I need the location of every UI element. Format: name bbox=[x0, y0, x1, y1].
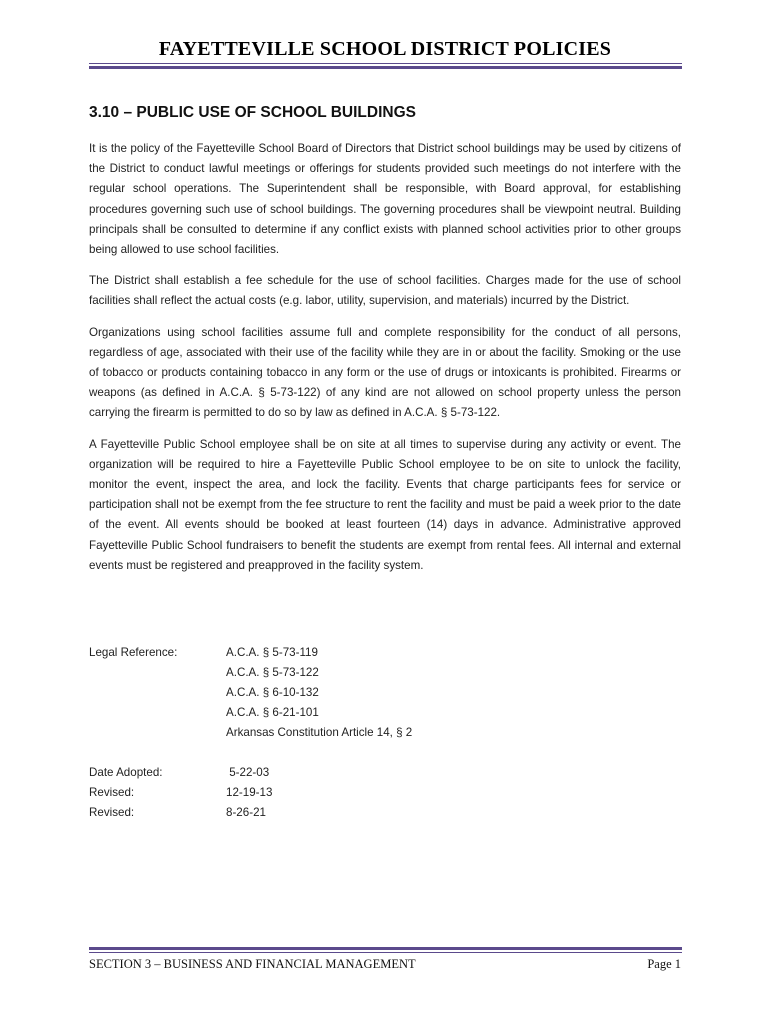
legal-reference-row bbox=[89, 703, 681, 723]
legal-reference-row bbox=[89, 643, 681, 663]
revised-label: Revised: bbox=[89, 786, 135, 799]
legal-reference-item: A.C.A. § 6-10-132 bbox=[226, 686, 319, 699]
header-rule bbox=[89, 63, 682, 69]
header-rule-thin bbox=[89, 63, 682, 64]
date-row bbox=[89, 803, 681, 823]
paragraph-4: A Fayetteville Public School employee shall be on site at all times to supervise during any activity or event. The organization will be required to hire a Fayetteville Public School employee to be on site to unlock the facility, monitor the event, inspect the area, and lock the facility. Events that charge participants fees for service or participation shall not be exempt from the fee structure to rent the facility and must be paid a week prior to the date of the event. All events should be booked at least fourteen (14) days in advance. Administrative approved Fayetteville Public School fundraisers to benefit the students are exempt from rental fees. All internal and external events must be registered and preapproved in the facility system. bbox=[89, 437, 681, 572]
legal-reference-item: A.C.A. § 5-73-122 bbox=[226, 666, 319, 679]
policy-body bbox=[89, 139, 681, 587]
date-row bbox=[89, 763, 681, 783]
legal-reference-row bbox=[89, 723, 681, 743]
legal-reference-label: Legal Reference: bbox=[89, 646, 178, 659]
section-heading: 3.10 – PUBLIC USE OF SCHOOL BUILDINGS bbox=[89, 104, 416, 121]
header-rule-thick bbox=[89, 66, 682, 69]
date-row bbox=[89, 783, 681, 803]
date-adopted-label: Date Adopted: bbox=[89, 766, 163, 779]
footer-section-title: SECTION 3 – BUSINESS AND FINANCIAL MANAGEMENT bbox=[89, 957, 416, 971]
footer-rule-thin bbox=[89, 952, 682, 953]
legal-reference-row bbox=[89, 683, 681, 703]
legal-reference-item: A.C.A. § 5-73-119 bbox=[226, 646, 318, 659]
dates-block bbox=[89, 763, 681, 823]
page-header-title: FAYETTEVILLE SCHOOL DISTRICT POLICIES bbox=[158, 38, 612, 60]
footer-page-number: Page 1 bbox=[647, 957, 681, 971]
paragraph-2: The District shall establish a fee schedule for the use of school facilities. Charges made for the use of school facilities shall reflect the actual costs (e.g. labor, utility, supervision, and materials) incurred by the District. bbox=[89, 274, 681, 308]
revised-value: 8-26-21 bbox=[226, 806, 266, 819]
revised-label: Revised: bbox=[89, 806, 135, 819]
legal-reference-block bbox=[89, 643, 681, 743]
legal-reference-item: A.C.A. § 6-21-101 bbox=[226, 706, 319, 719]
legal-reference-row bbox=[89, 663, 681, 683]
legal-reference-item: Arkansas Constitution Article 14, § 2 bbox=[226, 726, 413, 739]
paragraph-3: Organizations using school facilities assume full and complete responsibility for the conduct of all persons, regardless of age, associated with their use of the facility while they are in or about the facility. Smoking or the use of tobacco or products containing tobacco in any form or the use of drugs or intoxicants is prohibited. Firearms or weapons (as defined in A.C.A. § 5-73-122) of any kind are not allowed on school property unless the person carrying the firearm is permitted to do so by law as defined in A.C.A. § 5-73-122. bbox=[89, 325, 681, 420]
paragraph-1: It is the policy of the Fayetteville School Board of Directors that District school buildings may be used by citizens of the District to conduct lawful meetings or offerings for students provided such meetings do not interfere with the regular school operations. The Superintendent shall be responsible, with Board approval, for establishing procedures governing such use of school buildings. The governing procedures shall be viewpoint neutral. Building principals shall be consulted to determine if any conflict exists with planned school activities prior to other groups being allowed to use school facilities. bbox=[89, 142, 681, 257]
revised-value: 12-19-13 bbox=[226, 786, 273, 799]
footer-rule bbox=[89, 947, 682, 953]
footer-rule-thick bbox=[89, 947, 682, 950]
date-adopted-value: 5-22-03 bbox=[226, 766, 270, 779]
